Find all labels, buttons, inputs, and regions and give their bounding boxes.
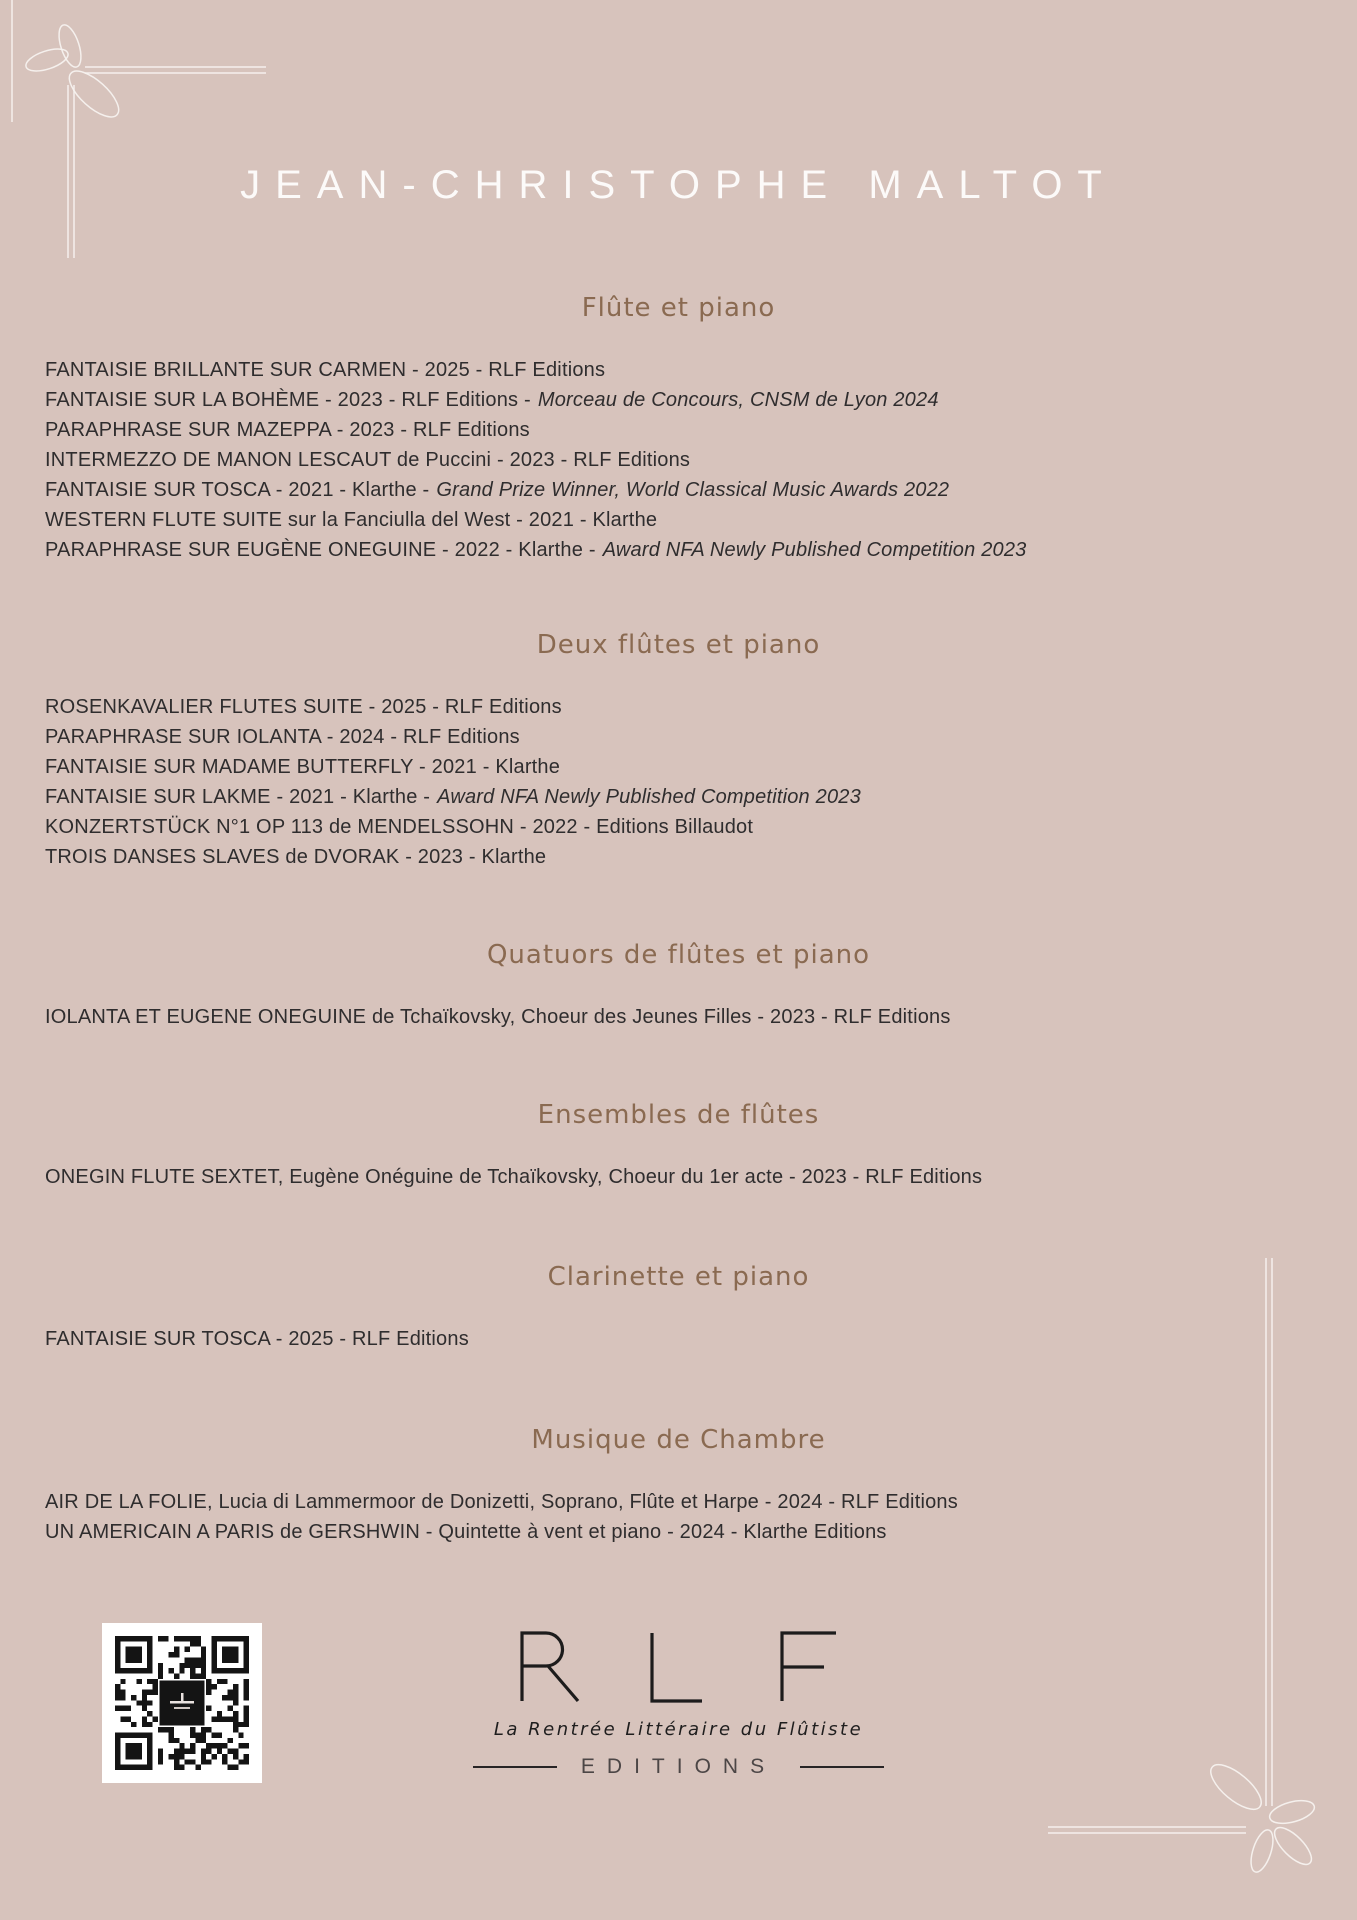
work-item: PARAPHRASE SUR MAZEPPA - 2023 - RLF Editions [45, 419, 530, 441]
corner-flourish-top-left [0, 0, 300, 300]
section-items [45, 355, 1312, 565]
work-item: UN AMERICAIN A PARIS de GERSHWIN - Quintette à vent et piano - 2024 - Klarthe Editions [45, 1521, 887, 1543]
logo-editions-label: EDITIONS [580, 1755, 777, 1778]
publisher-logo [0, 1630, 1357, 1779]
section-heading: Quatuors de flûtes et piano [486, 940, 871, 970]
rlf-logo-letters [514, 1630, 844, 1704]
work-item: ONEGIN FLUTE SEXTET, Eugène Onéguine de Tchaïkovsky, Choeur du 1er acte - 2023 - RLF Editions [45, 1166, 983, 1188]
section-heading: Deux flûtes et piano [536, 630, 821, 660]
work-item: PARAPHRASE SUR EUGÈNE ONEGUINE - 2022 - Klarthe - Award NFA Newly Published Competition 2023 [45, 539, 1027, 561]
section-items [45, 1162, 1312, 1192]
editions-left-rule [473, 1766, 557, 1768]
section [45, 1261, 1312, 1354]
work-item: PARAPHRASE SUR IOLANTA - 2024 - RLF Editions [45, 726, 520, 748]
work-item: TROIS DANSES SLAVES de DVORAK - 2023 - Klarthe [45, 846, 547, 868]
page-title: JEAN-CHRISTOPHE MALTOT [240, 163, 1117, 207]
section-items [45, 692, 1312, 872]
section-items [45, 1487, 1312, 1547]
section-heading: Flûte et piano [581, 293, 776, 323]
section-items [45, 1002, 1312, 1032]
work-item: FANTAISIE SUR TOSCA - 2025 - RLF Editions [45, 1328, 469, 1350]
section-heading: Ensembles de flûtes [537, 1100, 820, 1130]
section-items [45, 1324, 1312, 1354]
section-heading: Musique de Chambre [531, 1425, 826, 1455]
work-item: FANTAISIE SUR TOSCA - 2021 - Klarthe - Grand Prize Winner, World Classical Music Awards 2022 [45, 479, 950, 501]
work-item: INTERMEZZO DE MANON LESCAUT de Puccini - 2023 - RLF Editions [45, 449, 691, 471]
work-item: FANTAISIE SUR LA BOHÈME - 2023 - RLF Editions - Morceau de Concours, CNSM de Lyon 2024 [45, 389, 939, 411]
work-item: FANTAISIE SUR MADAME BUTTERFLY - 2021 - Klarthe [45, 756, 561, 778]
work-item: IOLANTA ET EUGENE ONEGUINE de Tchaïkovsky, Choeur des Jeunes Filles - 2023 - RLF Editions [45, 1006, 951, 1028]
section [45, 1099, 1312, 1192]
logo-subtitle: La Rentrée Littéraire du Flûtiste [493, 1719, 864, 1740]
work-item: ROSENKAVALIER FLUTES SUITE - 2025 - RLF Editions [45, 696, 562, 718]
editions-right-rule [800, 1766, 884, 1768]
work-item: KONZERTSTÜCK N°1 OP 113 de MENDELSSOHN - 2022 - Editions Billaudot [45, 816, 754, 838]
logo-editions-row [0, 1755, 1357, 1779]
work-item: FANTAISIE BRILLANTE SUR CARMEN - 2025 - RLF Editions [45, 359, 606, 381]
section [45, 292, 1312, 565]
section [45, 939, 1312, 1032]
work-item: FANTAISIE SUR LAKME - 2021 - Klarthe - Award NFA Newly Published Competition 2023 [45, 786, 861, 808]
section [45, 1424, 1312, 1547]
section-heading: Clarinette et piano [547, 1262, 810, 1292]
section [45, 629, 1312, 872]
work-item: WESTERN FLUTE SUITE sur la Fanciulla del West - 2021 - Klarthe [45, 509, 658, 531]
work-item: AIR DE LA FOLIE, Lucia di Lammermoor de Donizetti, Soprano, Flûte et Harpe - 2024 - RLF Editions [45, 1491, 958, 1513]
